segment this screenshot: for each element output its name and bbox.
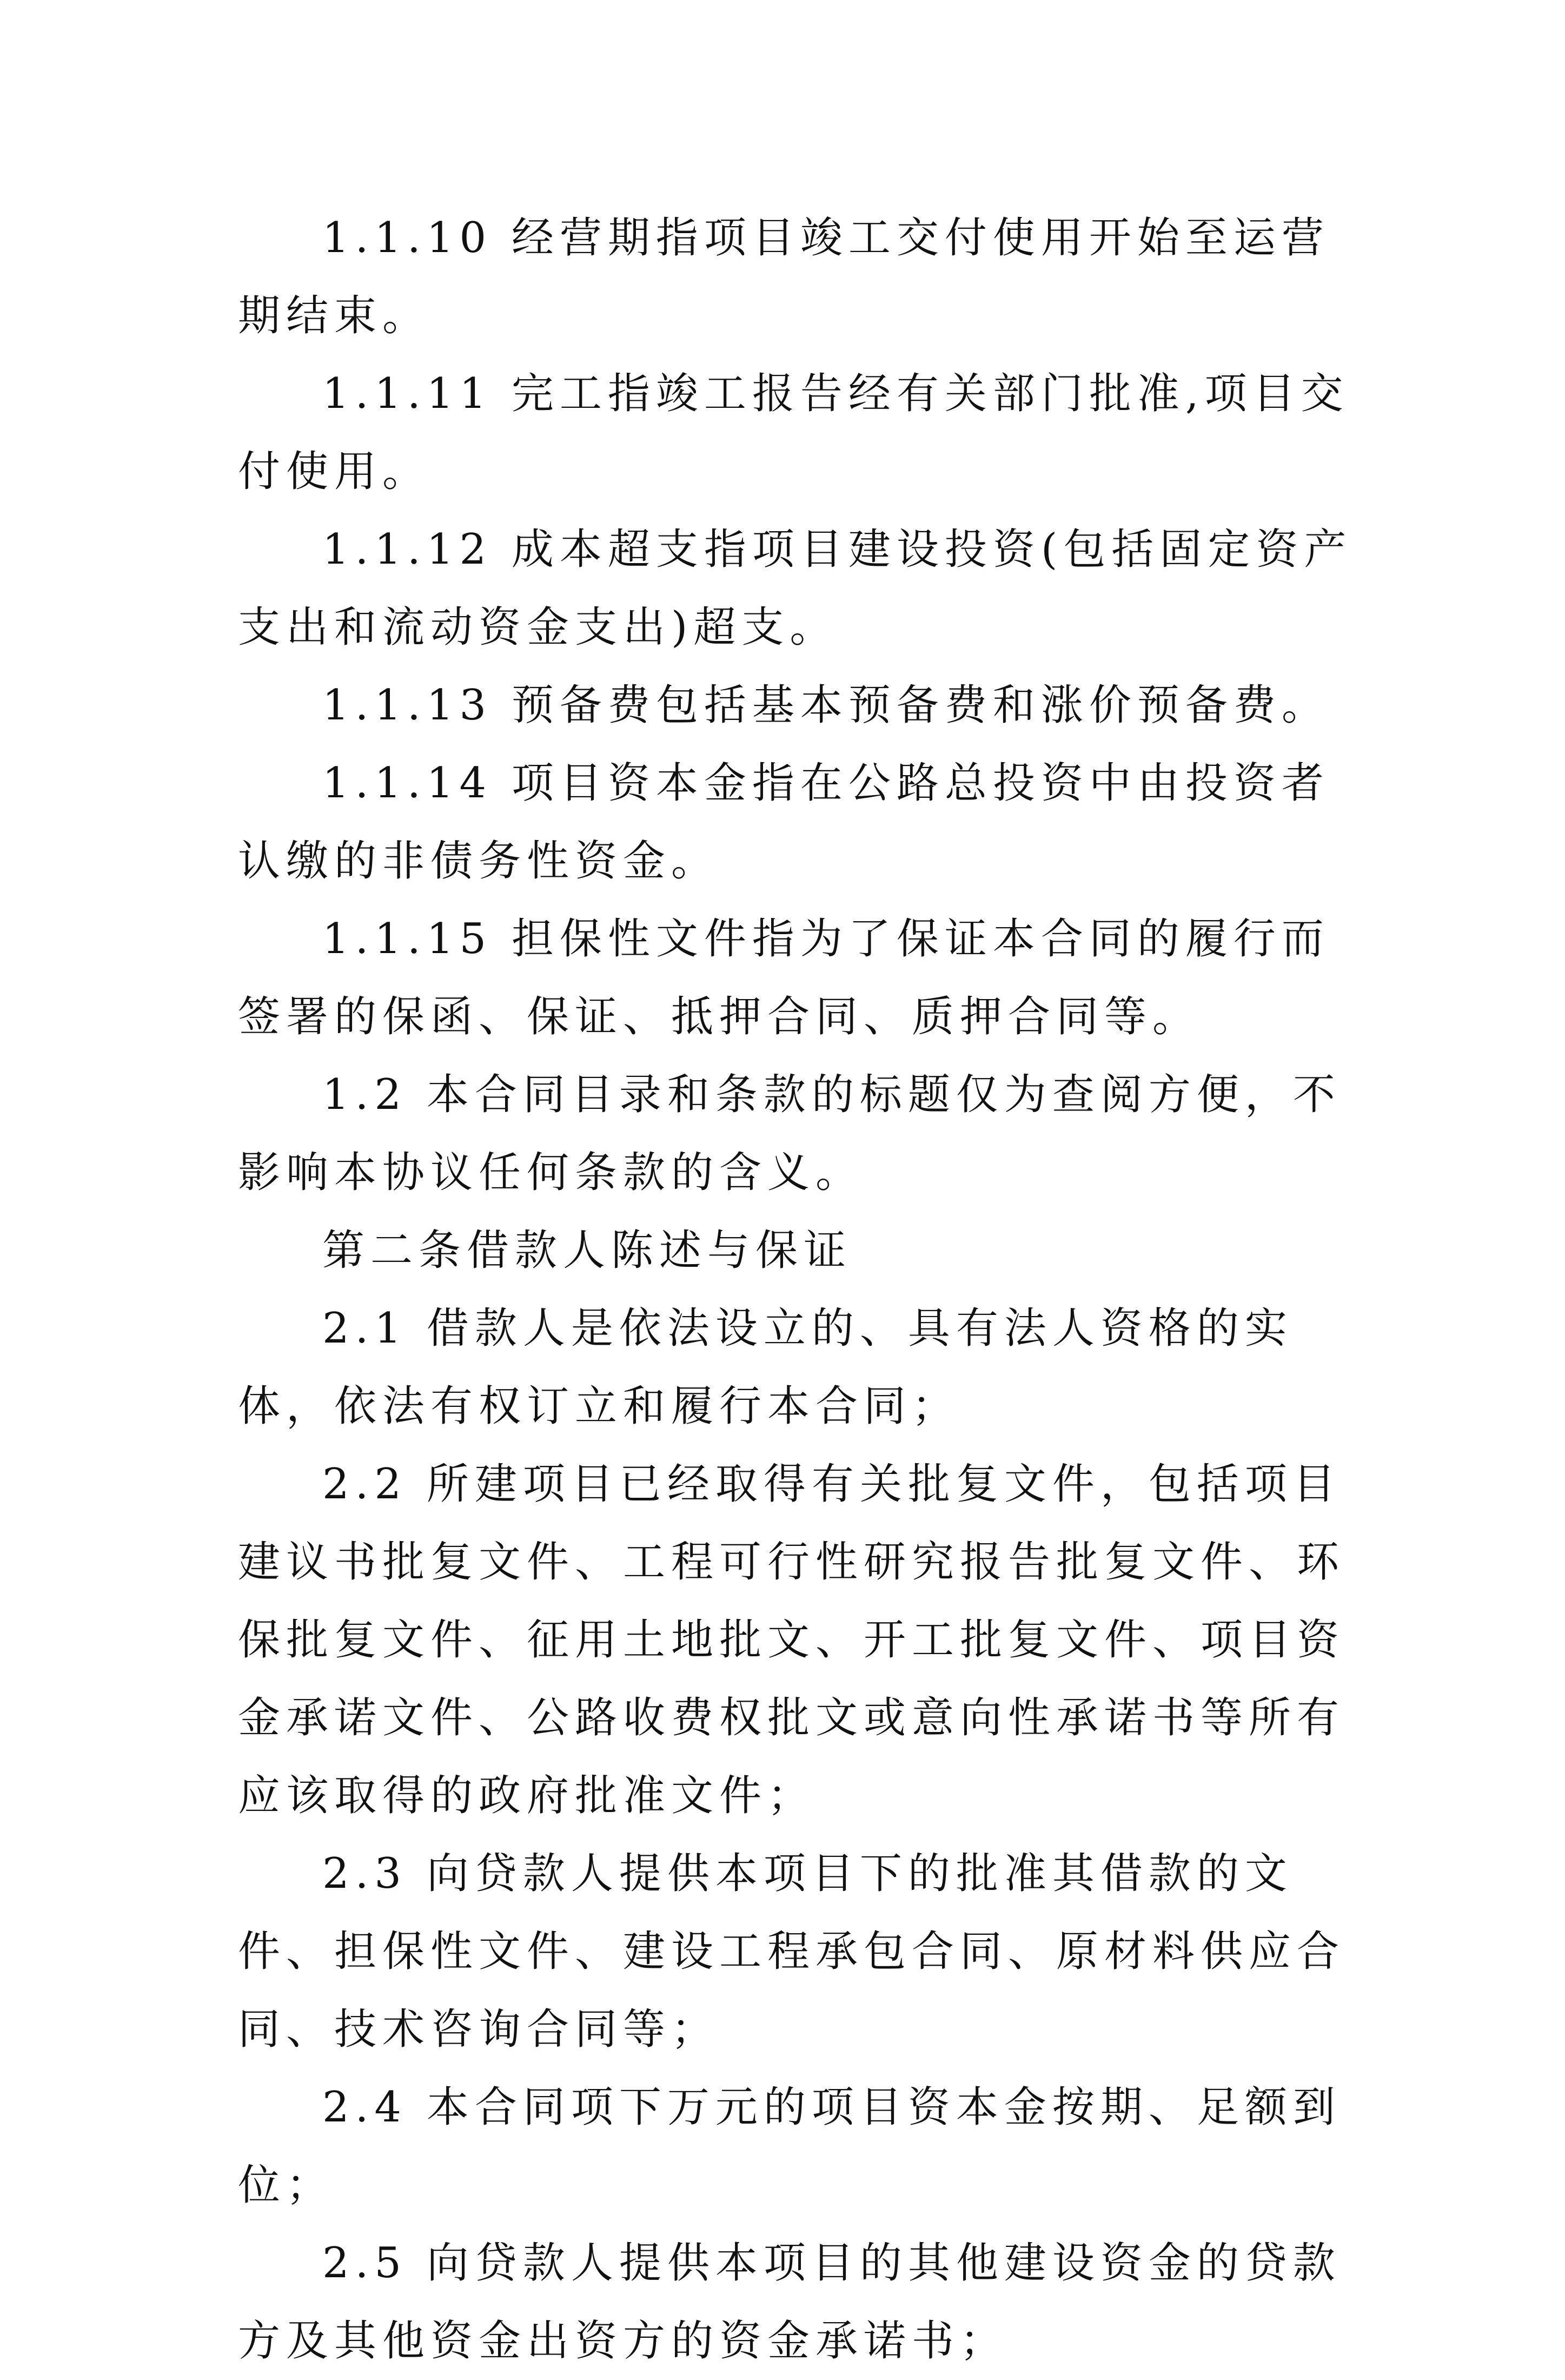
clause-1-2: 1.2 本合同目录和条款的标题仅为查阅方便，不影响本协议任何条款的含义。 (238, 1070, 1341, 1197)
document-body (238, 199, 1374, 2380)
clause-2-3: 2.3 向贷款人提供本项目下的批准其借款的文件、担保性文件、建设工程承包合同、原材料供应合同、技术咨询合同等； (238, 1849, 1345, 2054)
clause-2-1: 2.1 借款人是依法设立的、具有法人资格的实体，依法有权订立和履行本合同； (238, 1304, 1293, 1431)
clause-1-1-10: 1.1.10 经营期指项目竣工交付使用开始至运营期结束。 (238, 214, 1330, 340)
clause-2-4: 2.4 本合同项下万元的项目资本金按期、足额到位； (238, 2083, 1341, 2210)
clause-1-1-11: 1.1.11 完工指竣工报告经有关部门批准,项目交付使用。 (238, 369, 1349, 496)
clause-1-1-12: 1.1.12 成本超支指项目建设投资(包括固定资产支出和流动资金支出)超支。 (238, 525, 1352, 652)
clause-1-1-13: 1.1.13 预备费包括基本预备费和涨价预备费。 (322, 681, 1330, 730)
article-2-heading: 第二条借款人陈述与保证 (322, 1226, 852, 1275)
clause-2-2: 2.2 所建项目已经取得有关批复文件，包括项目建议书批复文件、工程可行性研究报告批复文件、环保批复文件、征用土地批文、开工批复文件、项目资金承诺文件、公路收费权批文或意向性承诺书等所有应该取得的政府批准文件； (238, 1460, 1345, 1820)
clause-1-1-15: 1.1.15 担保性文件指为了保证本合同的履行而签署的保函、保证、抵押合同、质押合同等。 (238, 915, 1330, 1041)
clause-2-5: 2.5 向贷款人提供本项目的其他建设资金的贷款方及其他资金出资方的资金承诺书； (238, 2239, 1341, 2365)
clause-1-1-14: 1.1.14 项目资本金指在公路总投资中由投资者认缴的非债务性资金。 (238, 759, 1330, 885)
